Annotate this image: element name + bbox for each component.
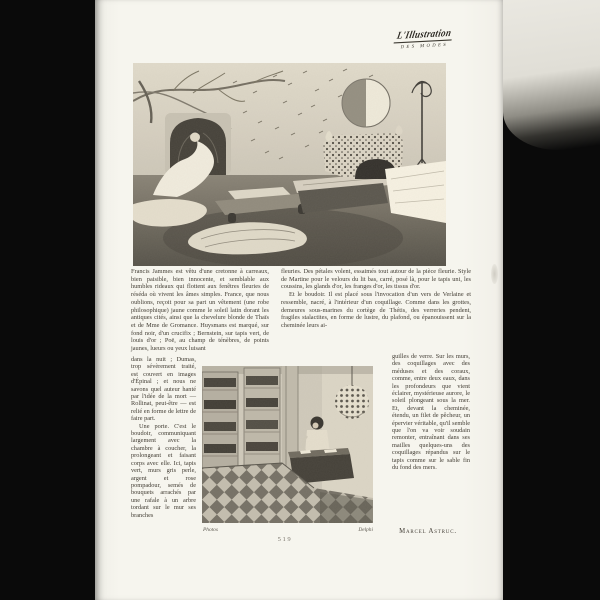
photo-credit-name: Delphi	[358, 527, 373, 533]
masthead-title: L'Illustration	[394, 27, 455, 43]
paragraph: Une porte. C'est le boudoir, communiquant largement avec la chambre à coucher, la prolongeant et faisant corps avec elle. Ici, tapis vert, murs gris perle, argent et rose pompadour, semés de bouquets arrachés par une rafale à un arbre tordant sur le mur ses branches	[131, 422, 196, 519]
photo-credit-label: Photos	[203, 527, 218, 533]
article-signature: Marcel Astruc.	[399, 528, 457, 535]
facing-page-edge	[503, 0, 600, 150]
article-column-1	[131, 268, 269, 353]
article-column-2-continued	[392, 353, 470, 472]
paragraph: Francis Jammes est vêtu d'une cretonne à carreaux, bien paisible, bien innocente, et semblable aux humbles rideaux qui flottent aux fenêtres fleuries de réséda où vivent les âmes simples. France, que nous oublions, reçoit pour sa part un vêtement (une robe philosophique) jaune comme le soleil latin dorant les antiques cités, ainsi que la chevelure blonde de Thaïs et de Mme de Gromance. Huysmans est marqué, sur fond noir, d'un crucifix ; Bernstein, sur tapis vert, de louis d'or ; Poë, au champ de ténèbres, de points jaunes, lueurs ou yeux luisant	[131, 268, 269, 353]
scan-smudge	[491, 264, 498, 284]
paragraph: Et le boudoir. Il est placé sous l'invocation d'un vers de Verlaine et ressemble, nacré, à l'intérieur d'un coquillage. Comme dans les grottes, demeures sous-marines du cortège de Thétis, des verreries pendent, fragiles stalactites, en forme de lustre, du plafond, ou épanouissent sur la cheminée leurs ai-	[281, 291, 471, 329]
paragraph: fleuries. Des pétales volent, essaimés tout autour de la pièce fleurie. Style de Martine pour le velours du lit bas, carré, posé là, pour le tapis uni, les coussins, les glands d'or, les franges d'or, les tissus d'or.	[281, 268, 471, 291]
main-photo-illustration	[133, 63, 446, 266]
article-column-2	[281, 268, 471, 330]
paragraph: dans la nuit ; Dumas, trop sévèrement traité, est couvert en images d'Épinal ; et nous ne savons quel auteur hanté par l'idée de la mort — Rollinat, peut-être — est relié en forme de lettre de faire part.	[131, 356, 196, 423]
magazine-page	[95, 0, 503, 600]
masthead-subtitle: DES MODES	[400, 41, 449, 49]
paragraph: guilles de verre. Sur les murs, des coquillages avec des méduses et des coraux, comme, entre deux eaux, dans les profondeurs que vient éclairer, mystérieuse aurore, le soleil plongeant sous la mer. Et, devant la cheminée, étendu, un filet de pêcheur, un épervier véritable, qu'il semble que l'on va voir soudain remonter, entraînant dans ses mailles quelques-uns des coquillages répandus sur le tapis comme sur le sable fin du fond des mers.	[392, 353, 470, 472]
article-column-1-continued	[131, 356, 196, 519]
page-number: 519	[277, 536, 293, 543]
main-photo	[133, 63, 446, 266]
small-photo-illustration	[202, 366, 373, 523]
small-photo	[202, 366, 373, 523]
masthead-logo	[379, 22, 468, 50]
